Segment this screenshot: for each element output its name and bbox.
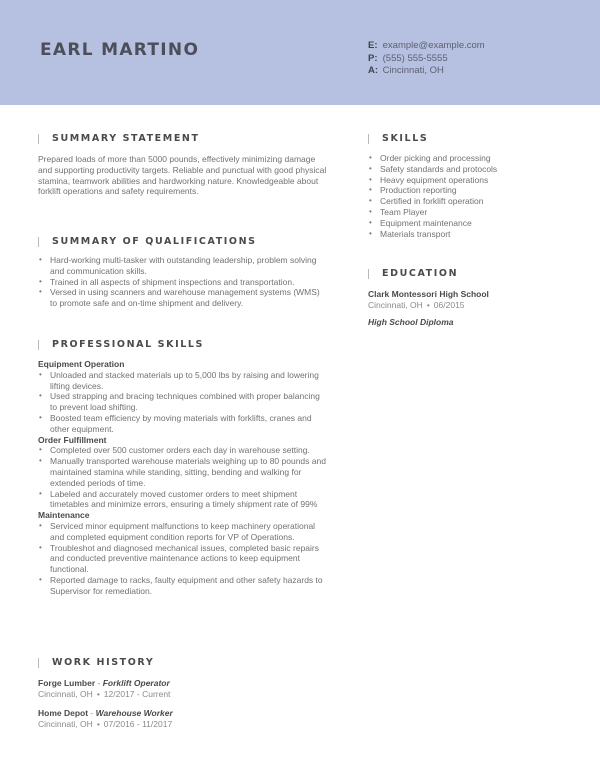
- summary-text: Prepared loads of more than 5000 pounds, effectively minimizing damage and supporting productivity targets. Reliable and punctual with good physical stamina, teamwork abilities and hardworking nature. Knowledgeable about forklift operations and safety requirements.: [38, 154, 327, 197]
- list-item: • Heavy equipment operations: [368, 175, 568, 186]
- list-item: • Versed in using scanners and warehouse management systems (WMS) to promote safe and on-time shipment and delivery.: [38, 287, 328, 309]
- job-dates: 12/2017 - Current: [103, 689, 171, 699]
- education-dot: •: [426, 300, 430, 310]
- contact-phone: [368, 53, 485, 66]
- skills-list: [368, 153, 568, 239]
- list-item: • Order picking and processing: [368, 153, 568, 164]
- education-meta: [368, 300, 568, 311]
- section-title-text: SKILLS: [382, 133, 429, 144]
- work-history-section: [38, 657, 328, 730]
- section-title: [368, 268, 568, 280]
- phone-label: P:: [368, 52, 378, 64]
- degree: High School Diploma: [368, 317, 454, 327]
- job-entry: [38, 708, 328, 730]
- section-title: [38, 339, 328, 351]
- job-role: Forklift Operator: [102, 678, 170, 688]
- address-label: A:: [368, 65, 379, 76]
- section-divider: [38, 658, 39, 668]
- skill-group: [38, 510, 328, 596]
- skills-section: [368, 133, 568, 239]
- list-item: • Completed over 500 customer orders each day in warehouse setting.: [38, 445, 328, 456]
- section-title-text: SUMMARY STATEMENT: [52, 133, 200, 144]
- skill-group-list: [38, 445, 328, 510]
- qualifications-list: [38, 255, 328, 309]
- address-value: Cincinnati, OH: [382, 65, 444, 76]
- list-item: • Troubleshot and diagnosed mechanical issues, completed basic repairs and conducted preventive maintenance actions to keep equipment functional.: [38, 543, 328, 575]
- contact-info: [368, 40, 485, 78]
- professional-skills-section: [38, 339, 328, 597]
- list-item: • Trained in all aspects of shipment inspections and transportation.: [38, 277, 328, 288]
- job-role: Warehouse Worker: [95, 708, 173, 718]
- email-value[interactable]: example@example.com: [382, 40, 485, 51]
- section-title: [38, 657, 328, 669]
- email-label: E:: [368, 40, 378, 51]
- list-item: • Reported damage to racks, faulty equipment and other safety hazards to Supervisor for remediation.: [38, 575, 328, 597]
- list-item: • Materials transport: [368, 229, 568, 240]
- qualifications-section: [38, 236, 328, 309]
- job-meta: [38, 719, 328, 730]
- phone-value: (555) 555-5555: [382, 52, 448, 64]
- summary-section: [38, 133, 328, 197]
- skill-group-heading: Maintenance: [38, 510, 90, 521]
- section-divider: [38, 134, 39, 144]
- list-item: • Manually transported warehouse materials weighing up to 80 pounds and maintained stamina while standing, sitting, bending and walking for extended periods of time.: [38, 456, 328, 488]
- list-item: • Safety standards and protocols: [368, 164, 568, 175]
- list-item: • Boosted team efficiency by moving materials with forklifts, cranes and other equipment.: [38, 413, 328, 435]
- job-entry: [38, 678, 328, 700]
- section-title: [368, 133, 568, 145]
- job-dot: •: [96, 719, 100, 729]
- skill-group-heading: Order Fulfillment: [38, 434, 107, 445]
- list-item: • Equipment maintenance: [368, 218, 568, 229]
- education-entry: [368, 289, 568, 327]
- job-separator: -: [95, 678, 103, 688]
- job-company: Home Depot: [38, 708, 89, 718]
- job-separator: -: [88, 708, 96, 718]
- section-title: [38, 236, 328, 248]
- contact-address: [368, 65, 485, 78]
- skill-group-heading: Equipment Operation: [38, 359, 125, 369]
- section-divider: [368, 269, 369, 279]
- skill-group: [38, 435, 328, 511]
- list-item: • Serviced minor equipment malfunctions to keep machinery operational and completed equipment condition reports for VP of Operations.: [38, 521, 328, 543]
- section-title-text: WORK HISTORY: [52, 657, 155, 668]
- job-location: Cincinnati, OH: [38, 719, 93, 729]
- education-section: [368, 268, 568, 327]
- candidate-name: EARL MARTINO: [40, 40, 200, 60]
- job-dot: •: [96, 689, 100, 699]
- job-title-line: [38, 678, 328, 689]
- school-location: Cincinnati, OH: [368, 300, 423, 310]
- list-item: • Used strapping and bracing techniques combined with proper balancing to prevent load shifting.: [38, 391, 328, 413]
- list-item: • Production reporting: [368, 185, 568, 196]
- skill-group-list: [38, 521, 328, 597]
- resume-header: [0, 0, 600, 105]
- job-location: Cincinnati, OH: [38, 689, 93, 699]
- job-dates: 07/2016 - 11/2017: [103, 719, 173, 729]
- section-divider: [38, 340, 39, 350]
- list-item: • Certified in forklift operation: [368, 196, 568, 207]
- section-title-text: PROFESSIONAL SKILLS: [52, 339, 204, 350]
- list-item: • Unloaded and stacked materials up to 5,000 lbs by raising and lowering lifting devices.: [38, 370, 328, 392]
- graduation-date: 06/2015: [433, 300, 465, 310]
- job-meta: [38, 689, 328, 700]
- job-company: Forge Lumber: [38, 678, 96, 688]
- skill-group: [38, 359, 328, 435]
- job-title-line: [38, 708, 328, 719]
- school-name: Clark Montessori High School: [368, 289, 489, 299]
- section-title: [38, 133, 328, 145]
- section-title-text: SUMMARY OF QUALIFICATIONS: [52, 236, 257, 247]
- list-item: • Labeled and accurately moved customer orders to meet shipment timetables and minimize errors, ensuring a timely shipment rate of 99%: [38, 489, 328, 511]
- contact-email: [368, 40, 485, 53]
- skill-group-list: [38, 370, 328, 435]
- list-item: • Hard-working multi-tasker with outstanding leadership, problem solving and communication skills.: [38, 255, 328, 277]
- section-divider: [368, 134, 369, 144]
- section-divider: [38, 237, 39, 247]
- list-item: • Team Player: [368, 207, 568, 218]
- section-title-text: EDUCATION: [382, 268, 459, 279]
